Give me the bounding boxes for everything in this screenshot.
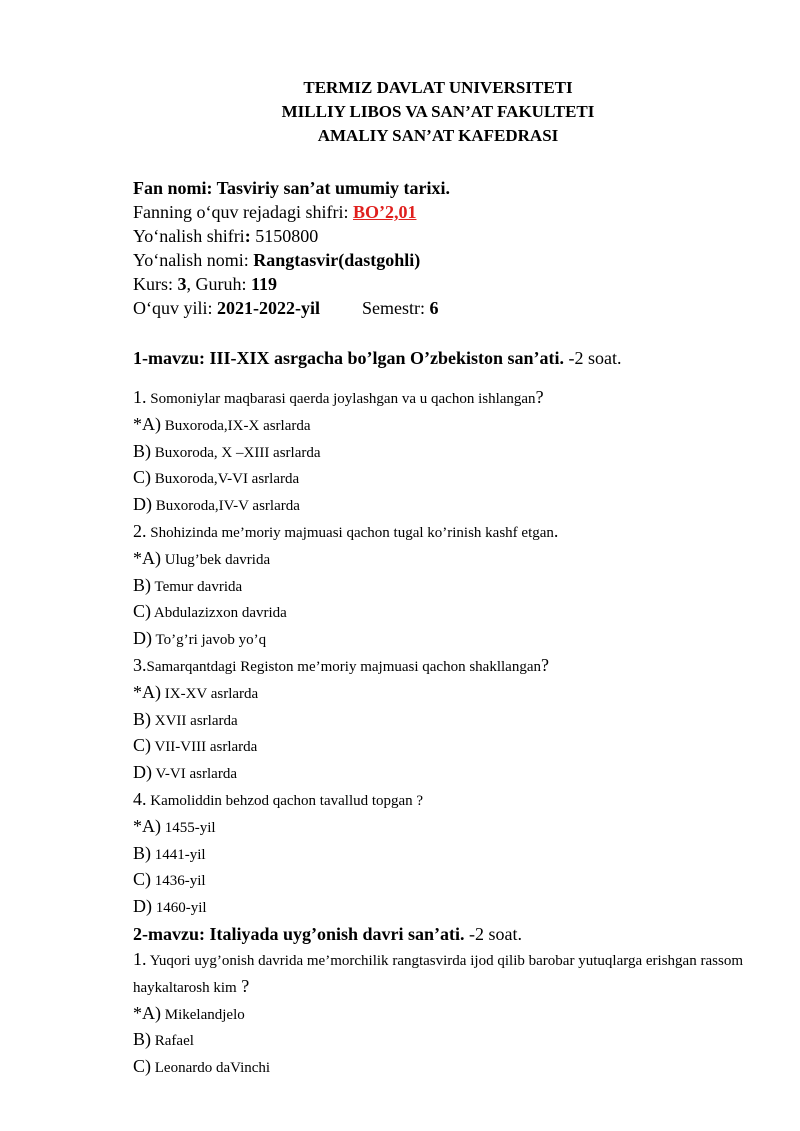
- answer-option-b: B) Buxoroda, X –XIII asrlarda: [133, 440, 321, 461]
- group-label: , Guruh:: [186, 274, 251, 294]
- answer-option-a: *A) Mikelandjelo: [133, 1002, 245, 1023]
- question-text: 1. Somoniylar maqbarasi qaerda joylashgan va u qachon ishlangan?: [133, 387, 544, 407]
- answer-option-b: B) Temur davrida: [133, 574, 243, 595]
- answer-option-d: D) V-VI asrlarda: [133, 762, 237, 783]
- course-label: Kurs:: [133, 274, 178, 294]
- topic-1-hours: -2 soat.: [564, 348, 622, 368]
- document-page: [133, 76, 743, 1081]
- direction-name-row: [133, 248, 743, 272]
- answer-option-c: C) Leonardo daVinchi: [133, 1056, 271, 1077]
- question-text: 3.Samarqantdagi Registon me’moriy majmuasi qachon shakllangan?: [133, 654, 549, 675]
- subject-name: Fan nomi: Tasviriy san’at umumiy tarixi.: [133, 178, 451, 198]
- course-group-row: [133, 272, 743, 296]
- topic-1-title: 1-mavzu: III-XIX asrgacha bo’lgan O’zbekiston san’ati.: [133, 348, 565, 368]
- curriculum-code-row: [133, 200, 743, 224]
- direction-code-label: Yoʻnalish shifri: [133, 226, 245, 246]
- answer-option-a: *A) IX-XV asrlarda: [133, 681, 259, 702]
- answer-option-c: C) Abdulazizxon davrida: [133, 601, 287, 622]
- semester: [362, 296, 439, 320]
- answer-option-a: *A) Buxoroda,IX-X asrlarda: [133, 413, 311, 434]
- question-2: [133, 519, 743, 653]
- answer-option-a: *A) 1455-yil: [133, 815, 216, 836]
- answer-option-b: B) Rafael: [133, 1029, 194, 1050]
- answer-option-c: C) VII-VIII asrlarda: [133, 735, 258, 756]
- answer-option-b: B) XVII asrlarda: [133, 708, 238, 729]
- university-name: TERMIZ DAVLAT UNIVERSITETI: [303, 78, 573, 97]
- faculty-name: MILLIY LIBOS VA SAN’AT FAKULTETI: [281, 102, 595, 121]
- topic-2-hours: -2 soat.: [464, 923, 523, 944]
- question-text: 1. Yuqori uyg’onish davrida me’morchilik rangtasvirda ijod qilib barobar yutuqlarga erishgan rassom haykaltarosh kim ?: [133, 948, 743, 996]
- curriculum-code-value: BO’2,01: [352, 202, 417, 222]
- answer-option-d: D) Buxoroda,IV-V asrlarda: [133, 494, 300, 515]
- answer-option-a: *A) Ulug’bek davrida: [133, 547, 271, 568]
- direction-code-colon: :: [244, 226, 251, 246]
- question-text: 2. Shohizinda me’moriy majmuasi qachon tugal ko’rinish kashf etgan.: [133, 520, 559, 541]
- academic-year-label: Oʻquv yili:: [133, 298, 217, 318]
- semester-value: 6: [429, 298, 439, 318]
- semester-label: Semestr:: [362, 298, 430, 318]
- question-3: [133, 653, 743, 787]
- course-info: [133, 176, 743, 320]
- direction-name-label: Yoʻnalish nomi:: [133, 250, 254, 270]
- answer-option-b: B) 1441-yil: [133, 842, 206, 863]
- academic-year-row: [133, 296, 743, 320]
- answer-option-d: D) To’g’ri javob yo’q: [133, 628, 267, 649]
- document-header: [133, 76, 743, 148]
- group-value: 119: [251, 274, 278, 294]
- department-name: AMALIY SAN’AT KAFEDRASI: [317, 126, 559, 145]
- question-text: 4. Kamoliddin behzod qachon tavallud topgan ?: [133, 788, 424, 809]
- topic-2-title: 2-mavzu: Italiyada uyg’onish davri san’ati.: [133, 923, 465, 944]
- question-5: [133, 947, 743, 1081]
- course-value: 3: [177, 274, 187, 294]
- answer-option-c: C) Buxoroda,V-VI asrlarda: [133, 467, 300, 488]
- answer-option-c: C) 1436-yil: [133, 869, 206, 890]
- direction-name-value: Rangtasvir(dastgohli): [253, 250, 421, 270]
- direction-code-value: 5150800: [250, 226, 319, 246]
- question-4: [133, 787, 743, 921]
- answer-option-d: D) 1460-yil: [133, 896, 207, 917]
- curriculum-code-label: Fanning oʻquv rejadagi shifri:: [133, 202, 353, 222]
- question-1: [133, 385, 743, 519]
- topic-2-heading: [133, 922, 743, 946]
- topic-1-heading: [133, 346, 743, 370]
- direction-code-row: [133, 224, 743, 248]
- academic-year-value: 2021-2022-yil: [217, 298, 320, 318]
